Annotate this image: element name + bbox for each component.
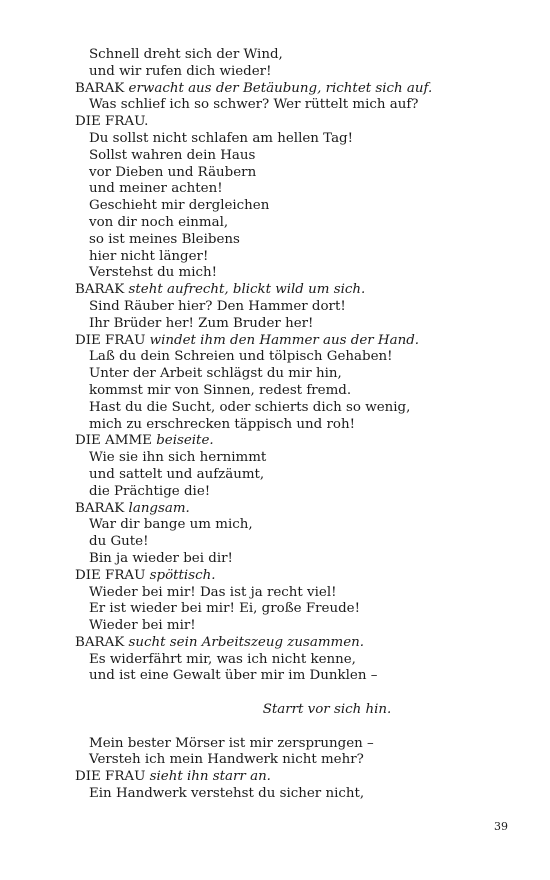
stage-direction: windet ihm den Hammer aus der Hand. (149, 332, 420, 348)
speaker-name: DIE FRAU (75, 567, 146, 583)
verse-line: mich zu erschrecken täppisch und roh! (89, 416, 355, 432)
speaker-name: DIE FRAU (75, 332, 146, 348)
page-number: 39 (494, 820, 508, 833)
speaker-name: BARAK (75, 80, 125, 96)
speaker-name: DIE FRAU. (75, 114, 149, 130)
speaker-name: DIE FRAU (75, 769, 146, 785)
verse-line: die Prächtige die! (89, 483, 211, 499)
stage-direction-centered: Starrt vor sich hin. (262, 702, 392, 718)
verse-line: Geschieht mir dergleichen (89, 198, 270, 214)
stage-direction: beiseite. (156, 433, 214, 449)
verse-line: Wie sie ihn sich hernimmt (89, 450, 267, 466)
verse-line: Laß du dein Schreien und tölpisch Gehaben! (89, 349, 393, 365)
verse-line: Was schlief ich so schwer? Wer rüttelt mich auf? (89, 97, 419, 113)
speaker-line (75, 568, 495, 585)
stage-direction: sieht ihn starr an. (149, 769, 271, 785)
speaker-name: DIE AMME (75, 433, 152, 449)
stage-direction: langsam. (128, 500, 190, 516)
verse-line: Wieder bei mir! Das ist ja recht viel! (89, 584, 337, 600)
verse-line: hier nicht länger! (89, 248, 209, 264)
speaker-line (75, 81, 495, 98)
verse-line: und wir rufen dich wieder! (89, 63, 272, 79)
verse-line: von dir noch einmal, (89, 214, 229, 230)
speaker-line (75, 333, 495, 350)
stage-direction: steht aufrecht, blickt wild um sich. (128, 282, 366, 298)
verse-line: kommst mir von Sinnen, redest fremd. (89, 382, 352, 398)
verse-line: Ein Handwerk verstehst du sicher nicht, (89, 786, 365, 802)
verse-line: Schnell dreht sich der Wind, (89, 47, 283, 62)
speaker-line (75, 635, 495, 652)
verse-line: Bin ja wieder bei dir! (89, 550, 233, 566)
verse-line: Versteh ich mein Handwerk nicht mehr? (89, 752, 364, 768)
verse-line: und sattelt und aufzäumt, (89, 466, 265, 482)
verse-line: War dir bange um mich, (89, 517, 253, 533)
verse-line: du Gute! (89, 534, 149, 550)
verse-line: Es widerfährt mir, was ich nicht kenne, (89, 651, 356, 667)
verse-line: Sind Räuber hier? Den Hammer dort! (89, 298, 346, 314)
speaker-line (75, 501, 495, 518)
speaker-line (75, 769, 495, 786)
play-text (75, 47, 495, 803)
verse-line: Verstehst du mich! (89, 265, 218, 281)
verse-line: vor Dieben und Räubern (89, 164, 257, 180)
speaker-line (75, 433, 495, 450)
blank-line (75, 685, 495, 702)
speaker-line (75, 282, 495, 299)
verse-line: Mein bester Mörser ist mir zersprungen – (89, 735, 374, 751)
speaker-name: BARAK (75, 282, 125, 298)
verse-line: Sollst wahren dein Haus (89, 147, 256, 163)
verse-line: Unter der Arbeit schlägst du mir hin, (89, 366, 342, 382)
verse-line: und meiner achten! (89, 181, 223, 197)
stage-direction: erwacht aus der Betäubung, richtet sich auf. (128, 80, 433, 96)
verse-line: und ist eine Gewalt über mir im Dunklen – (89, 668, 378, 684)
speaker-line (75, 114, 495, 131)
stage-direction: spöttisch. (149, 567, 216, 583)
speaker-name: BARAK (75, 500, 125, 516)
verse-line: Ihr Brüder her! Zum Bruder her! (89, 315, 314, 331)
verse-line: Hast du die Sucht, oder schierts dich so wenig, (89, 399, 411, 415)
verse-line: so ist meines Bleibens (89, 231, 240, 247)
verse-line: Du sollst nicht schlafen am hellen Tag! (89, 130, 354, 146)
blank-line (75, 719, 495, 736)
stage-direction: sucht sein Arbeitszeug zusammen. (128, 634, 365, 650)
verse-line: Er ist wieder bei mir! Ei, große Freude! (89, 601, 360, 617)
speaker-name: BARAK (75, 634, 125, 650)
verse-line: Wieder bei mir! (89, 618, 196, 634)
